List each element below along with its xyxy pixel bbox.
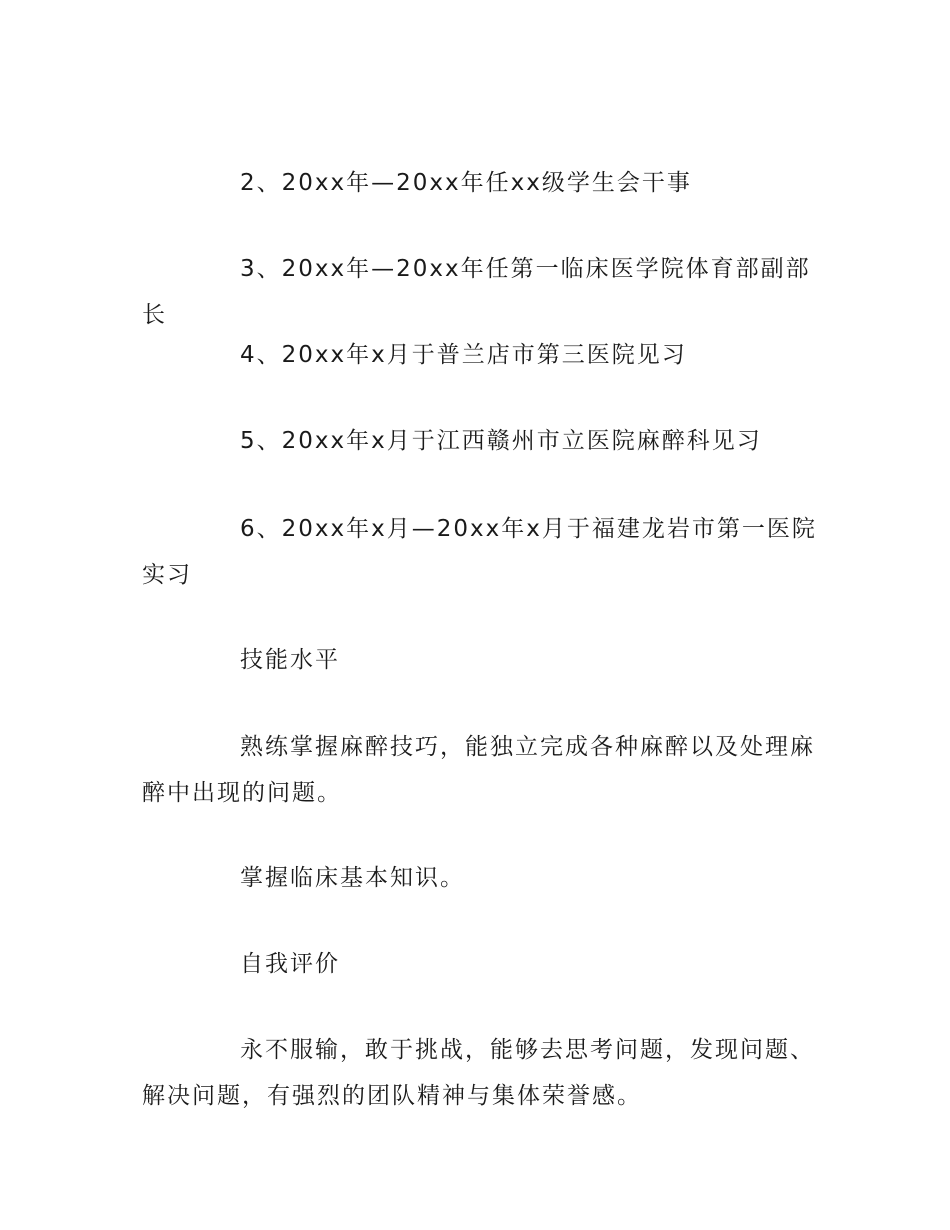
experience-item-3: 3、20xx年—20xx年任第一临床医学院体育部副部长 [142, 256, 811, 328]
experience-item-4: 4、20xx年x月于普兰店市第三医院见习 [240, 342, 687, 368]
self-eval-text: 永不服输，敢于挑战，能够去思考问题，发现问题、解决问题，有强烈的团队精神与集体荣誉感。 [142, 1037, 815, 1109]
skills-item-anesthesia: 熟练掌握麻醉技巧，能独立完成各种麻醉以及处理麻醉中出现的问题。 [142, 734, 815, 806]
skills-heading: 技能水平 [240, 647, 340, 673]
experience-item-2: 2、20xx年—20xx年任xx级学生会干事 [240, 170, 692, 196]
skills-item-clinical: 掌握临床基本知识。 [240, 865, 465, 891]
experience-item-6: 6、20xx年x月—20xx年x月于福建龙岩市第一医院实习 [142, 516, 817, 588]
self-eval-heading: 自我评价 [240, 951, 340, 977]
experience-item-5: 5、20xx年x月于江西赣州市立医院麻醉科见习 [240, 428, 762, 454]
